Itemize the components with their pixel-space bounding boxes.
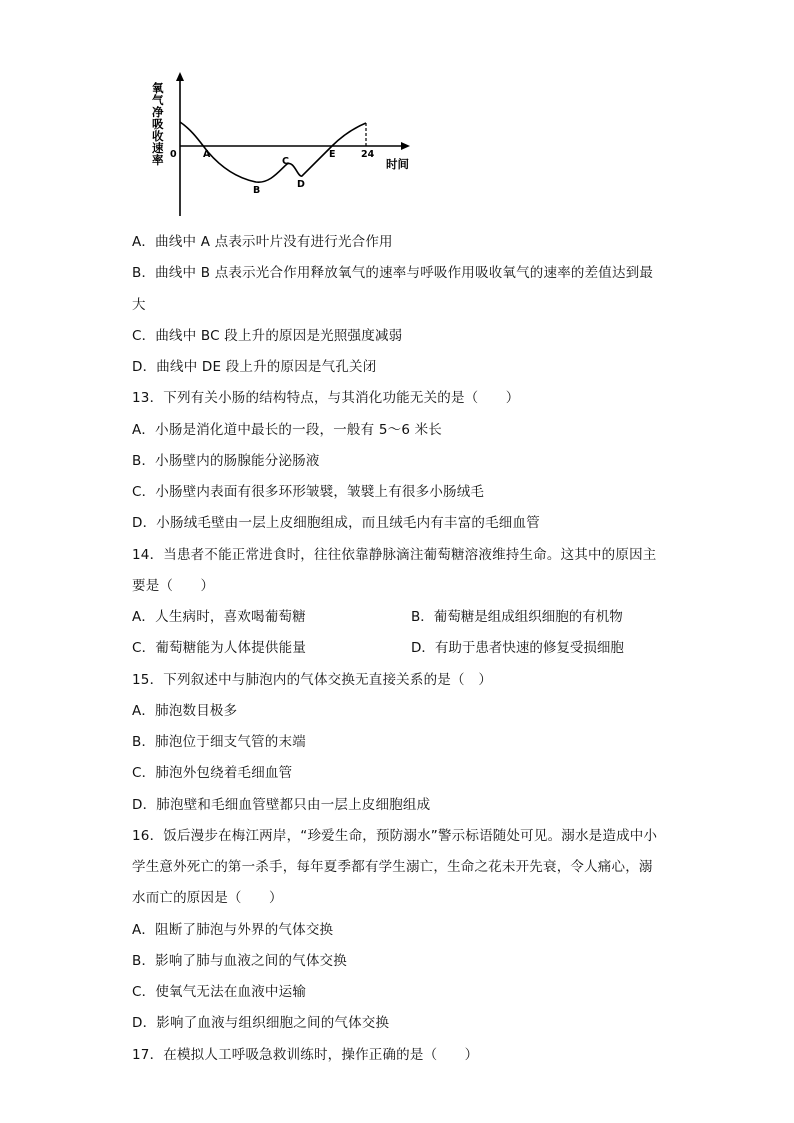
curve-svg	[140, 70, 430, 220]
point-e-label: E	[329, 149, 336, 160]
q15-option-b: B．肺泡位于细支气管的末端	[132, 734, 306, 750]
q16-option-a: A．阻断了肺泡与外界的气体交换	[132, 922, 334, 938]
point-a-label: A	[203, 149, 211, 160]
q13-option-d: D．小肠绒毛壁由一层上皮细胞组成，而且绒毛内有丰富的毛细血管	[132, 515, 540, 531]
point-d-label: D	[297, 179, 305, 190]
origin-label: 0	[170, 149, 177, 160]
y-label-char: 收	[152, 129, 164, 143]
q12-option-c: C．曲线中 BC 段上升的原因是光照强度减弱	[132, 328, 403, 344]
q16-stem-line3: 水而亡的原因是（ ）	[132, 890, 283, 906]
q14-option-a: A．人生病时，喜欢喝葡萄糖	[132, 609, 306, 625]
q13-option-b: B．小肠壁内的肠腺能分泌肠液	[132, 453, 320, 469]
point-c-label: C	[282, 156, 289, 167]
q16-option-b: B．影响了肺与血液之间的气体交换	[132, 953, 347, 969]
q15-option-d: D．肺泡壁和毛细血管壁都只由一层上皮细胞组成	[132, 797, 431, 813]
hour-24-label: 24	[361, 149, 375, 160]
y-label-char: 氧	[152, 81, 164, 95]
y-label-char: 气	[152, 93, 164, 107]
q12-option-d: D．曲线中 DE 段上升的原因是气孔关闭	[132, 359, 377, 375]
q12-option-a: A．曲线中 A 点表示叶片没有进行光合作用	[132, 234, 393, 250]
q13-option-c: C．小肠壁内表面有很多环形皱襞，皱襞上有很多小肠绒毛	[132, 484, 485, 500]
x-axis-label: 时间	[386, 157, 409, 171]
y-axis-arrow-icon	[176, 72, 184, 81]
point-b-label: B	[253, 185, 261, 196]
q13-option-a: A．小肠是消化道中最长的一段，一般有 5～6 米长	[132, 422, 442, 438]
q14-stem: 14．当患者不能正常进食时，往往依靠静脉滴注葡萄糖溶液维持生命。这其中的原因主	[132, 547, 657, 563]
q13-stem: 13．下列有关小肠的结构特点，与其消化功能无关的是（ ）	[132, 390, 520, 406]
q14-stem-continued: 要是（ ）	[132, 578, 215, 594]
x-axis-arrow-icon	[401, 142, 410, 150]
q17-stem: 17．在模拟人工呼吸急救训练时，操作正确的是（ ）	[132, 1047, 479, 1063]
q16-option-d: D．影响了血液与组织细胞之间的气体交换	[132, 1015, 390, 1031]
q14-option-c: C．葡萄糖能为人体提供能量	[132, 640, 307, 656]
q16-option-c: C．使氧气无法在血液中运输	[132, 984, 307, 1000]
q16-stem-line2: 学生意外死亡的第一杀手，每年夏季都有学生溺亡，生命之花未开先衰，令人痛心，溺	[132, 859, 653, 875]
y-label-char: 率	[152, 153, 164, 167]
y-label-char: 净	[152, 105, 164, 119]
q15-stem: 15．下列叙述中与肺泡内的气体交换无直接关系的是（ ）	[132, 672, 493, 688]
q15-option-c: C．肺泡外包绕着毛细血管	[132, 765, 293, 781]
q14-option-d: D．有助于患者快速的修复受损细胞	[411, 640, 624, 656]
y-label-char: 吸	[152, 117, 164, 131]
q12-option-b-continued: 大	[132, 297, 146, 313]
q15-option-a: A．肺泡数目极多	[132, 703, 238, 719]
q16-stem: 16．饭后漫步在梅江两岸，“珍爱生命，预防溺水”警示标语随处可见。溺水是造成中小	[132, 828, 658, 844]
oxygen-absorption-curve-figure	[140, 70, 430, 220]
y-label-char: 速	[152, 141, 164, 155]
q14-option-b: B．葡萄糖是组成组织细胞的有机物	[411, 609, 623, 625]
q12-option-b: B．曲线中 B 点表示光合作用释放氧气的速率与呼吸作用吸收氧气的速率的差值达到最	[132, 265, 654, 281]
